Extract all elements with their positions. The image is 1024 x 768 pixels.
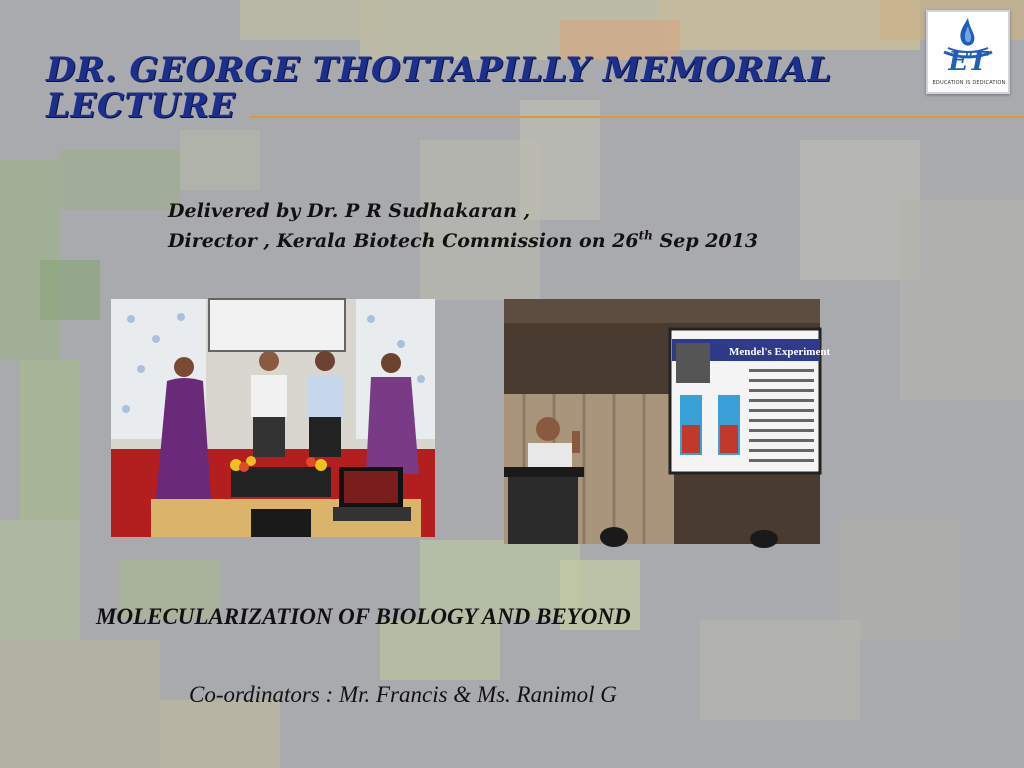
coordinators-line: Co-ordinators : Mr. Francis & Ms. Ranimol G	[189, 682, 617, 707]
title-underline	[250, 116, 1024, 118]
screen-title: Mendel's Experiment	[729, 346, 831, 358]
director-line	[168, 226, 758, 256]
delivered-by-line: Delivered by Dr. P R Sudhakaran ,	[168, 200, 531, 222]
institution-logo	[926, 10, 1010, 94]
background-tile	[60, 150, 180, 210]
dignitaries-photo	[111, 299, 435, 537]
background-tile	[700, 620, 860, 720]
lecture-subject: MOLECULARIZATION OF BIOLOGY AND BEYOND	[96, 604, 631, 629]
background-tile	[160, 700, 280, 768]
logo-tagline: EDUCATION IS DEDICATION	[932, 80, 1006, 86]
speaker-photo	[504, 299, 831, 544]
background-tile	[20, 360, 80, 520]
background-tile	[0, 640, 160, 768]
background-tile	[0, 520, 80, 640]
slide-title	[46, 52, 946, 124]
background-tile	[240, 0, 380, 40]
dignitaries-seated-photo	[111, 299, 435, 537]
background-tile	[40, 260, 100, 320]
background-tile	[900, 200, 1024, 400]
title-line-1: DR. GEORGE THOTTAPILLY MEMORIAL	[46, 50, 832, 90]
date-tail: Sep 2013	[652, 230, 759, 252]
background-tile	[180, 130, 260, 190]
logo-letters: ET	[948, 47, 988, 77]
delivered-by-block	[168, 196, 758, 256]
date-suffix: th	[638, 228, 653, 243]
director-text: Director , Kerala Biotech Commission on 26	[168, 230, 639, 252]
speaker-at-podium-photo	[504, 299, 831, 544]
title-line-2: LECTURE	[46, 86, 236, 126]
